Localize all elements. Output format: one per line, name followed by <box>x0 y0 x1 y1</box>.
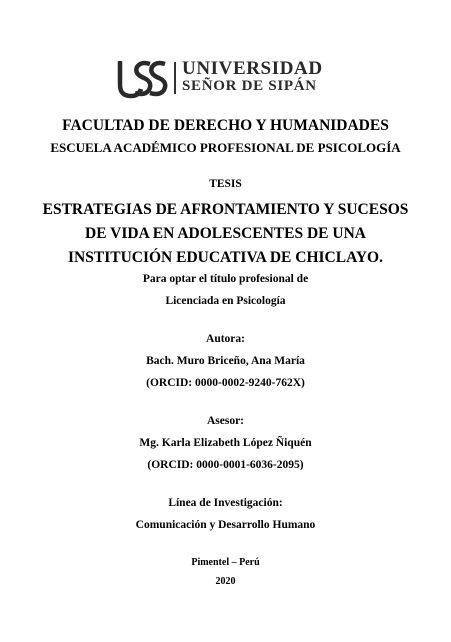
school-heading: ESCUELA ACADÉMICO PROFESIONAL DE PSICOLOGÍA <box>50 140 401 155</box>
advisor-orcid: (ORCID: 0000-0001-6036-2095) <box>147 459 304 471</box>
logo-wordmark <box>182 59 323 94</box>
purpose-line-1: Para optar el título profesional de <box>142 273 309 285</box>
logo-university-name: SEÑOR DE SIPÁN <box>182 78 317 94</box>
thesis-title-line-1: ESTRATEGIAS DE AFRONTAMIENTO Y SUCESOS <box>42 201 409 218</box>
place: Pimentel – Perú <box>191 557 260 568</box>
advisor-label: Asesor: <box>206 415 245 427</box>
advisor-name: Mg. Karla Elizabeth López Ñiquén <box>139 437 312 449</box>
year: 2020 <box>215 576 236 587</box>
author-orcid: (ORCID: 0000-0002-9240-762X) <box>146 377 305 389</box>
faculty-heading: FACULTAD DE DERECHO Y HUMANIDADES <box>62 117 389 134</box>
author-name: Bach. Muro Briceño, Ana María <box>146 355 305 367</box>
author-label: Autora: <box>206 333 245 345</box>
thesis-title-line-2: DE VIDA EN ADOLESCENTES DE UNA <box>85 225 366 242</box>
purpose-line-2: Licenciada en Psicología <box>165 295 286 307</box>
logo-university-word: UNIVERSIDAD <box>182 58 323 79</box>
document-type: TESIS <box>209 178 242 190</box>
logo-separator <box>174 62 176 94</box>
thesis-title-line-3: INSTITUCIÓN EDUCATIVA DE CHICLAYO. <box>68 249 383 266</box>
research-line-value: Comunicación y Desarrollo Humano <box>135 519 316 531</box>
research-line-label: Línea de Investigación: <box>168 497 283 509</box>
uss-monogram-icon <box>117 59 169 99</box>
university-logo <box>117 59 329 99</box>
